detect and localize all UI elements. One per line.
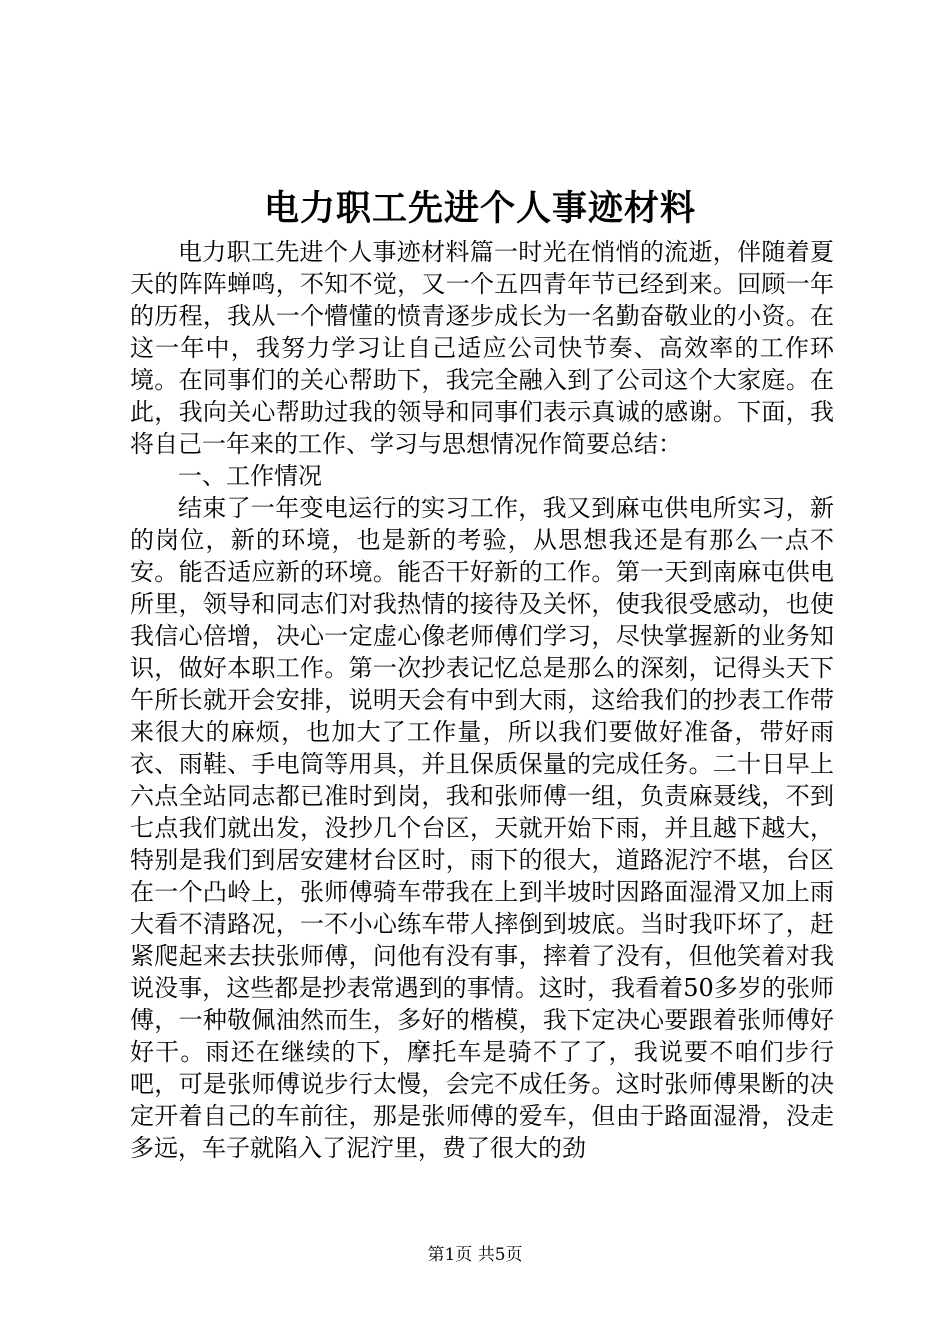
document-body	[130, 236, 834, 1164]
paragraph-intro: 电力职工先进个人事迹材料篇一时光在悄悄的流逝，伴随着夏天的阵阵蝉鸣，不知不觉，又一个五四青年节已经到来。回顾一年的历程，我从一个懵懂的愤青逐步成长为一名勤奋敬业的小资。在这一年中，我努力学习让自己适应公司快节奏、高效率的工作环境。在同事们的关心帮助下，我完全融入到了公司这个大家庭。在此，我向关心帮助过我的领导和同事们表示真诚的感谢。下面，我将自己一年来的工作、学习与思想情况作简要总结：	[130, 238, 834, 458]
page-footer: 第1页 共5页	[427, 1245, 523, 1265]
section-heading-work: 一、工作情况	[178, 462, 322, 490]
document-title: 电力职工先进个人事迹材料	[263, 188, 696, 229]
paragraph-work: 结束了一年变电运行的实习工作，我又到麻屯供电所实习，新的岗位，新的环境，也是新的考验，从思想我还是有那么一点不安。能否适应新的环境。能否干好新的工作。第一天到南麻屯供电所里，领导和同志们对我热情的接待及关怀，使我很受感动，也使我信心倍增，决心一定虚心像老师傅们学习，尽快掌握新的业务知识，做好本职工作。第一次抄表记忆总是那么的深刻，记得头天下午所长就开会安排，说明天会有中到大雨，这给我们的抄表工作带来很大的麻烦，也加大了工作量，所以我们要做好准备，带好雨衣、雨鞋、手电筒等用具，并且保质保量的完成任务。二十日早上六点全站同志都已准时到岗，我和张师傅一组，负责麻聂线，不到七点我们就出发，没抄几个台区，天就开始下雨，并且越下越大，特别是我们到居安建材台区时，雨下的很大，道路泥泞不堪，台区在一个凸岭上，张师傅骑车带我在上到半坡时因路面湿滑又加上雨大看不清路况，一不小心练车带人摔倒到坡底。当时我吓坏了，赶紧爬起来去扶张师傅，问他有没有事，摔着了没有，但他笑着对我说没事，这些都是抄表常遇到的事情。这时，我看着50多岁的张师傅，一种敬佩油然而生，多好的楷模，我下定决心要跟着张师傅好好干。雨还在继续的下，摩托车是骑不了了，我说要不咱们步行吧，可是张师傅说步行太慢，会完不成任务。这时张师傅果断的决定开着自己的车前往，那是张师傅的爱车，但由于路面湿滑，没走多远，车子就陷入了泥泞里，费了很大的劲	[130, 494, 834, 1162]
